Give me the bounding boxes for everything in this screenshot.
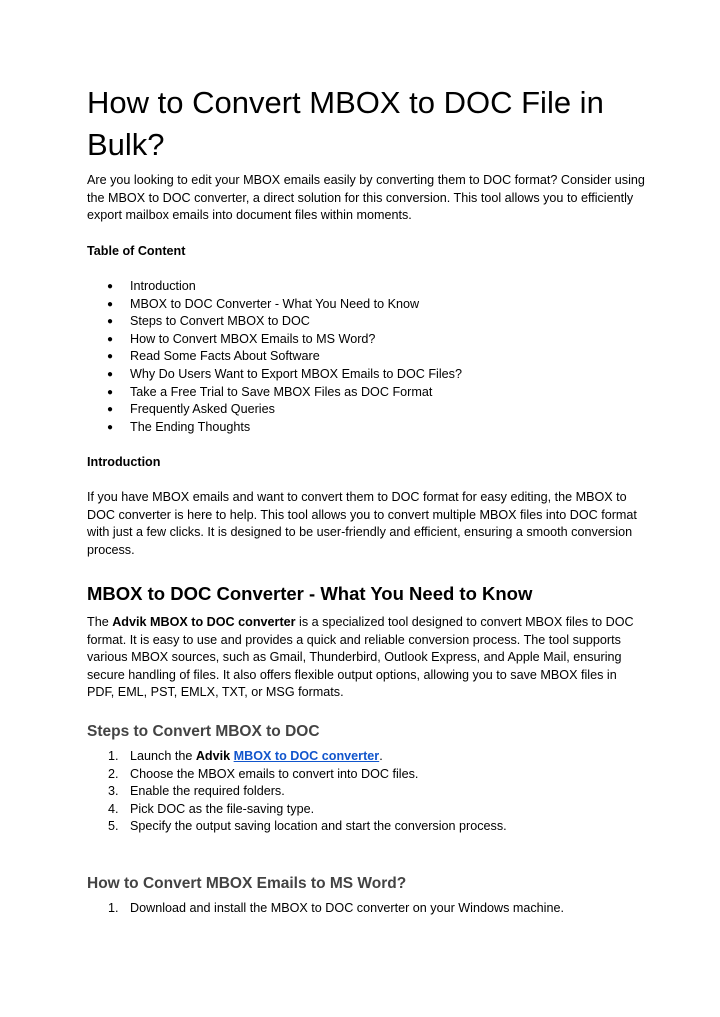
step-number: 1. [108,901,119,915]
converter-text-before: The [87,615,113,629]
step-item [87,766,507,784]
toc-item-label: MBOX to DOC Converter - What You Need to Know [130,296,420,311]
toc-item [87,419,462,437]
toc-item-label: Read Some Facts About Software [130,349,320,364]
toc-item-label: Steps to Convert MBOX to DOC [130,314,310,329]
bullet-icon: ● [107,404,114,416]
page-title: How to Convert MBOX to DOC File in Bulk? [87,85,604,162]
toc-item [87,296,462,314]
bullet-icon: ● [107,316,114,328]
product-name: Advik MBOX to DOC converter [112,615,296,629]
bullet-icon: ● [107,351,114,363]
toc-item [87,313,462,331]
steps-heading: Steps to Convert MBOX to DOC [87,723,320,740]
toc-item [87,401,462,419]
step-item [87,818,507,836]
mbox-to-doc-converter-link[interactable]: MBOX to DOC converter [233,749,380,763]
step-item [87,783,507,801]
step-number: 4. [108,801,119,816]
toc-item [87,366,462,384]
converter-text-after: is a specialized tool designed to convert MBOX files to DOC format. It is easy to use and provides a quick and reliable conversion process. The tool supports various MBOX sources, such as Gmail, Thunderbird, Outlook Express, and Apple Mail, ensuring secure handling of files. It also offers flexible output options, allowing you to save MBOX files in PDF, EML, PST, EMLX, TXT, or MSG formats. [87,615,634,700]
toc-item-label: Introduction [130,279,196,293]
toc-item [87,278,462,296]
introduction-heading: Introduction [87,455,161,469]
bullet-icon: ● [107,368,114,380]
toc-item [87,384,462,402]
toc-item [87,348,462,366]
step-text: Specify the output saving location and start the conversion process. [130,819,507,834]
brand-name: Advik [195,749,231,763]
steps-list [87,748,507,836]
toc-item-label: Take a Free Trial to Save MBOX Files as DOC Format [130,384,433,399]
bullet-icon: ● [107,281,114,292]
step-text: Download and install the MBOX to DOC converter on your Windows machine. [130,901,564,915]
bullet-icon: ● [107,386,114,398]
toc-heading: Table of Content [87,244,186,258]
toc-item-label: How to Convert MBOX Emails to MS Word? [130,331,376,346]
step-text: Launch the [130,749,196,763]
bullet-icon: ● [107,421,114,433]
msword-steps-list [87,900,564,918]
bullet-icon: ● [107,333,114,345]
toc-item-label: The Ending Thoughts [130,419,251,434]
step-number: 1. [108,749,119,763]
step-number: 5. [108,819,119,834]
step-item [87,801,507,819]
toc-item-label: Frequently Asked Queries [130,402,275,417]
toc-item-label: Why Do Users Want to Export MBOX Emails to DOC Files? [130,366,462,381]
toc-item [87,331,462,349]
step-item [87,748,507,766]
step-suffix: . [379,749,383,763]
step-number: 2. [108,766,119,781]
step-text: Choose the MBOX emails to convert into DOC files. [130,766,419,781]
converter-heading: MBOX to DOC Converter - What You Need to Know [87,583,533,604]
msword-heading: How to Convert MBOX Emails to MS Word? [87,875,407,892]
introduction-paragraph: If you have MBOX emails and want to convert them to DOC format for easy editing, the MBOX to DOC converter is here to help. This tool allows you to convert multiple MBOX files into DOC format with just a few clicks. It is designed to be user-friendly and efficient, ensuring a smooth conversion process. [87,490,637,557]
converter-paragraph [87,614,647,702]
bullet-icon: ● [107,298,114,310]
toc-list [87,278,462,436]
step-number: 3. [108,784,119,799]
step-item [87,900,564,918]
intro-paragraph: Are you looking to edit your MBOX emails easily by converting them to DOC format? Consider using the MBOX to DOC converter, a direct solution for this conversion. This tool allows you to efficiently export mailbox emails into document files within moments. [87,173,645,223]
step-text: Pick DOC as the file-saving type. [130,801,315,816]
step-text: Enable the required folders. [130,784,285,799]
